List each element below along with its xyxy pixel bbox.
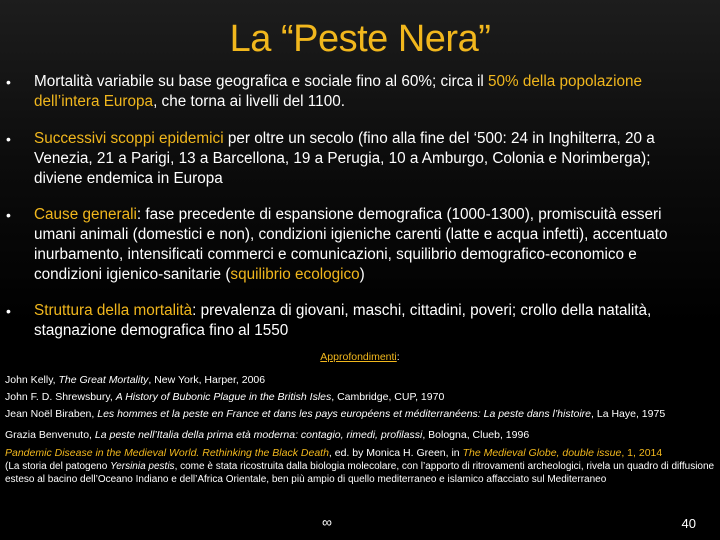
reference-details: , Bologna, Clueb, 1996 — [422, 429, 530, 441]
bullet-marker: • — [6, 74, 11, 90]
bullet-segment: per oltre un secolo (fino alla fine del ‘500: 24 in Inghilterra, 20 a Venezia, 21 a Parigi, 13 a Barcellona, 19 a Perugia, 10 a Amburgo, Colonia e Norimberga); diviene endemica in Europa — [34, 130, 655, 187]
reference-item — [5, 391, 717, 404]
pandemic-journal: The Medieval Globe, double issue — [462, 447, 622, 459]
bullet-text — [34, 205, 702, 285]
reference-author: John F. D. Shrewsbury, — [5, 391, 116, 403]
bullet-segment: : prevalenza di giovani, maschi, cittadini, poveri; crollo della natalità, stagnazione demografica fino al 1550 — [34, 302, 652, 339]
bullet-highlight: Cause generali — [34, 206, 137, 223]
reference-item — [5, 374, 717, 387]
bullet-text — [34, 301, 702, 341]
reference-title: The Great Mortality — [58, 374, 149, 386]
references-heading — [0, 351, 720, 363]
bullet-segment: , che torna ai livelli del 1100. — [153, 93, 345, 110]
reference-details: , New York, Harper, 2006 — [148, 374, 266, 386]
bullet-marker: • — [6, 303, 11, 319]
abstract-rest: , come è stata ricostruita dalla biologia molecolare, con l’apporto di ritrovamenti archeologici, rivela un quadro di diffusione esteso al bacino dell’Oceano Indiano e dell’Africa Orientale, ben più ampio di quello mediterraneo e islamico affacciato sul Mediterraneo — [5, 461, 715, 485]
bullet-marker: • — [6, 207, 11, 223]
bullet-text — [34, 72, 702, 112]
pandemic-reference — [5, 447, 717, 460]
bullet-highlight: 50% della popolazione dell’intera Europa — [34, 73, 642, 110]
bullet-highlight: squilibrio ecologico — [230, 266, 360, 283]
reference-title: Les hommes et la peste en France et dans les pays européens et méditerranéens: La peste dans l’histoire — [97, 408, 592, 420]
pandemic-title: Pandemic Disease in the Medieval World. Rethinking the Black Death — [5, 447, 329, 459]
reference-title: La peste nell’Italia della prima età moderna: contagio, rimedi, profilassi — [94, 429, 423, 441]
pandemic-editor: , ed. by Monica H. Green, in — [328, 447, 463, 459]
reference-author: Grazia Benvenuto, — [5, 429, 95, 441]
bullet-segment: : fase precedente di espansione demografica (1000-1300), promiscuità esseri umani animali (domestici e non), condizioni igieniche carenti (latte e acqua infetti), accentuato inurbamento, intensificati commerci e comunicazioni, squilibrio demografico-economico e condizioni igienico-sanitarie ( — [34, 206, 668, 283]
bullet-marker: • — [6, 131, 11, 147]
bullet-highlight: Struttura della mortalità — [34, 302, 193, 319]
pandemic-issue: , 1, 2014 — [621, 447, 663, 459]
bullet-segment: ) — [359, 266, 365, 283]
references-heading-colon: : — [396, 351, 400, 363]
slide-title: La “Peste Nera” — [229, 18, 491, 60]
bullet-highlight: Successivi scoppi epidemici — [34, 130, 224, 147]
reference-item — [5, 408, 717, 421]
page-number: 40 — [681, 516, 696, 531]
bullet-text — [34, 129, 702, 189]
references-heading-label[interactable]: Approfondimenti — [320, 351, 397, 363]
abstract-start: (La storia del patogeno — [5, 461, 111, 472]
reference-author: Jean Noël Biraben, — [5, 408, 98, 420]
infinity-icon: ∞ — [322, 514, 332, 530]
bullet-segment: Mortalità variabile su base geografica e sociale fino al 60%; circa il — [34, 73, 489, 90]
reference-item — [5, 429, 717, 442]
reference-details: , Cambridge, CUP, 1970 — [331, 391, 445, 403]
reference-details: , La Haye, 1975 — [591, 408, 666, 420]
reference-title: A History of Bubonic Plague in the British Isles — [115, 391, 332, 403]
abstract-species: Yersinia pestis — [110, 461, 175, 472]
pandemic-abstract — [5, 461, 717, 486]
reference-author: John Kelly, — [5, 374, 59, 386]
